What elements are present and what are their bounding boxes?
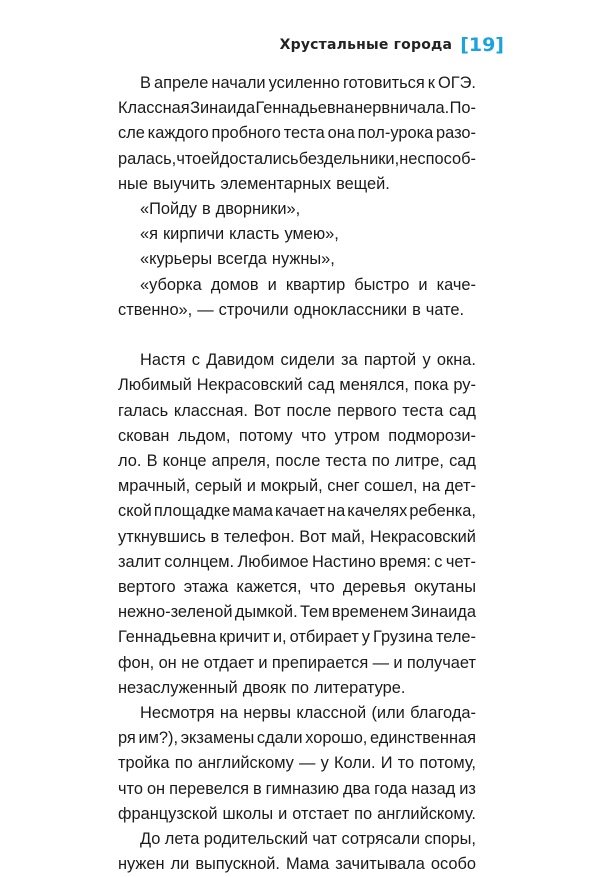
paragraph [118,71,476,197]
text-line: Классная Зинаида Геннадьевна нервничала. По- [118,99,476,118]
text-line: Настя с Давидом сидели за партой у окна. [140,351,476,370]
text-line: ло. В конце апреля, после теста по литре, сад [118,452,476,471]
text-line: залит солнцем. Любимое Настино время: с чет- [118,552,476,571]
text-line: «уборка домов и квартир быстро и каче- [140,275,476,294]
text-line: скован льдом, потому что утром подморози- [118,426,476,445]
text-line: Любимый Некрасовский сад менялся, пока ру- [118,376,476,395]
body-text [118,71,476,877]
page-header [280,34,504,56]
text-line: «я кирпичи класть умею», [140,225,339,244]
text-line: ственно», — строчили одноклассники в чате. [118,300,465,319]
text-line: ные выучить элементарных вещей. [118,174,390,193]
text-line: нежно-зеленой дымкой. Тем временем Зинаида [118,603,476,622]
text-line: незаслуженный двояк по литературе. [118,678,406,697]
paragraph [118,827,476,877]
text-line: ралась, что ей достались бездельники, неспособ- [118,149,476,168]
text-line: сле каждого пробного теста она пол-урока разо- [118,124,476,143]
text-line: До лета родительский чат сотрясали споры, [140,830,476,849]
paragraph [118,273,476,323]
text-line: Геннадьевна кричит и, отбирает у Грузина теле- [118,628,476,647]
text-line: вертого этажа кажется, что деревья окутаны [118,578,476,597]
text-line: фон, он не отдает и препирается — и получает [118,653,476,672]
paragraph [118,701,476,827]
text-line: галась классная. Вот после первого теста сад [118,401,476,420]
text-line: Несмотря на нервы классной (или благода- [140,704,476,723]
paragraph [118,348,476,701]
text-line: мрачный, серый и мокрый, снег сошел, на дет- [118,477,476,496]
text-line: «курьеры всегда нужны», [140,250,335,269]
text-line: что он перевелся в гимназию два года назад из [118,779,476,798]
paragraph [118,247,476,272]
paragraph-gap [118,323,476,348]
paragraph [118,222,476,247]
text-line: тройка по английскому — у Коли. И то потому, [118,754,476,773]
text-line: уткнувшись в телефон. Вот май, Некрасовский [118,527,476,546]
text-line: «Пойду в дворники», [140,200,301,219]
text-line: нужен ли выпускной. Мама зачитывала особо [118,855,476,874]
text-line: французской школы и отстает по английскому. [118,804,476,823]
text-line: ской площадке мама качает на качелях ребенка, [118,502,476,521]
paragraph [118,197,476,222]
page-number: [19] [460,34,504,56]
running-title: Хрустальные города [279,37,453,53]
text-line: ря им?), экзамены сдали хорошо, единственная [118,729,476,748]
text-line: В апреле начали усиленно готовиться к ОГЭ. [140,74,476,92]
